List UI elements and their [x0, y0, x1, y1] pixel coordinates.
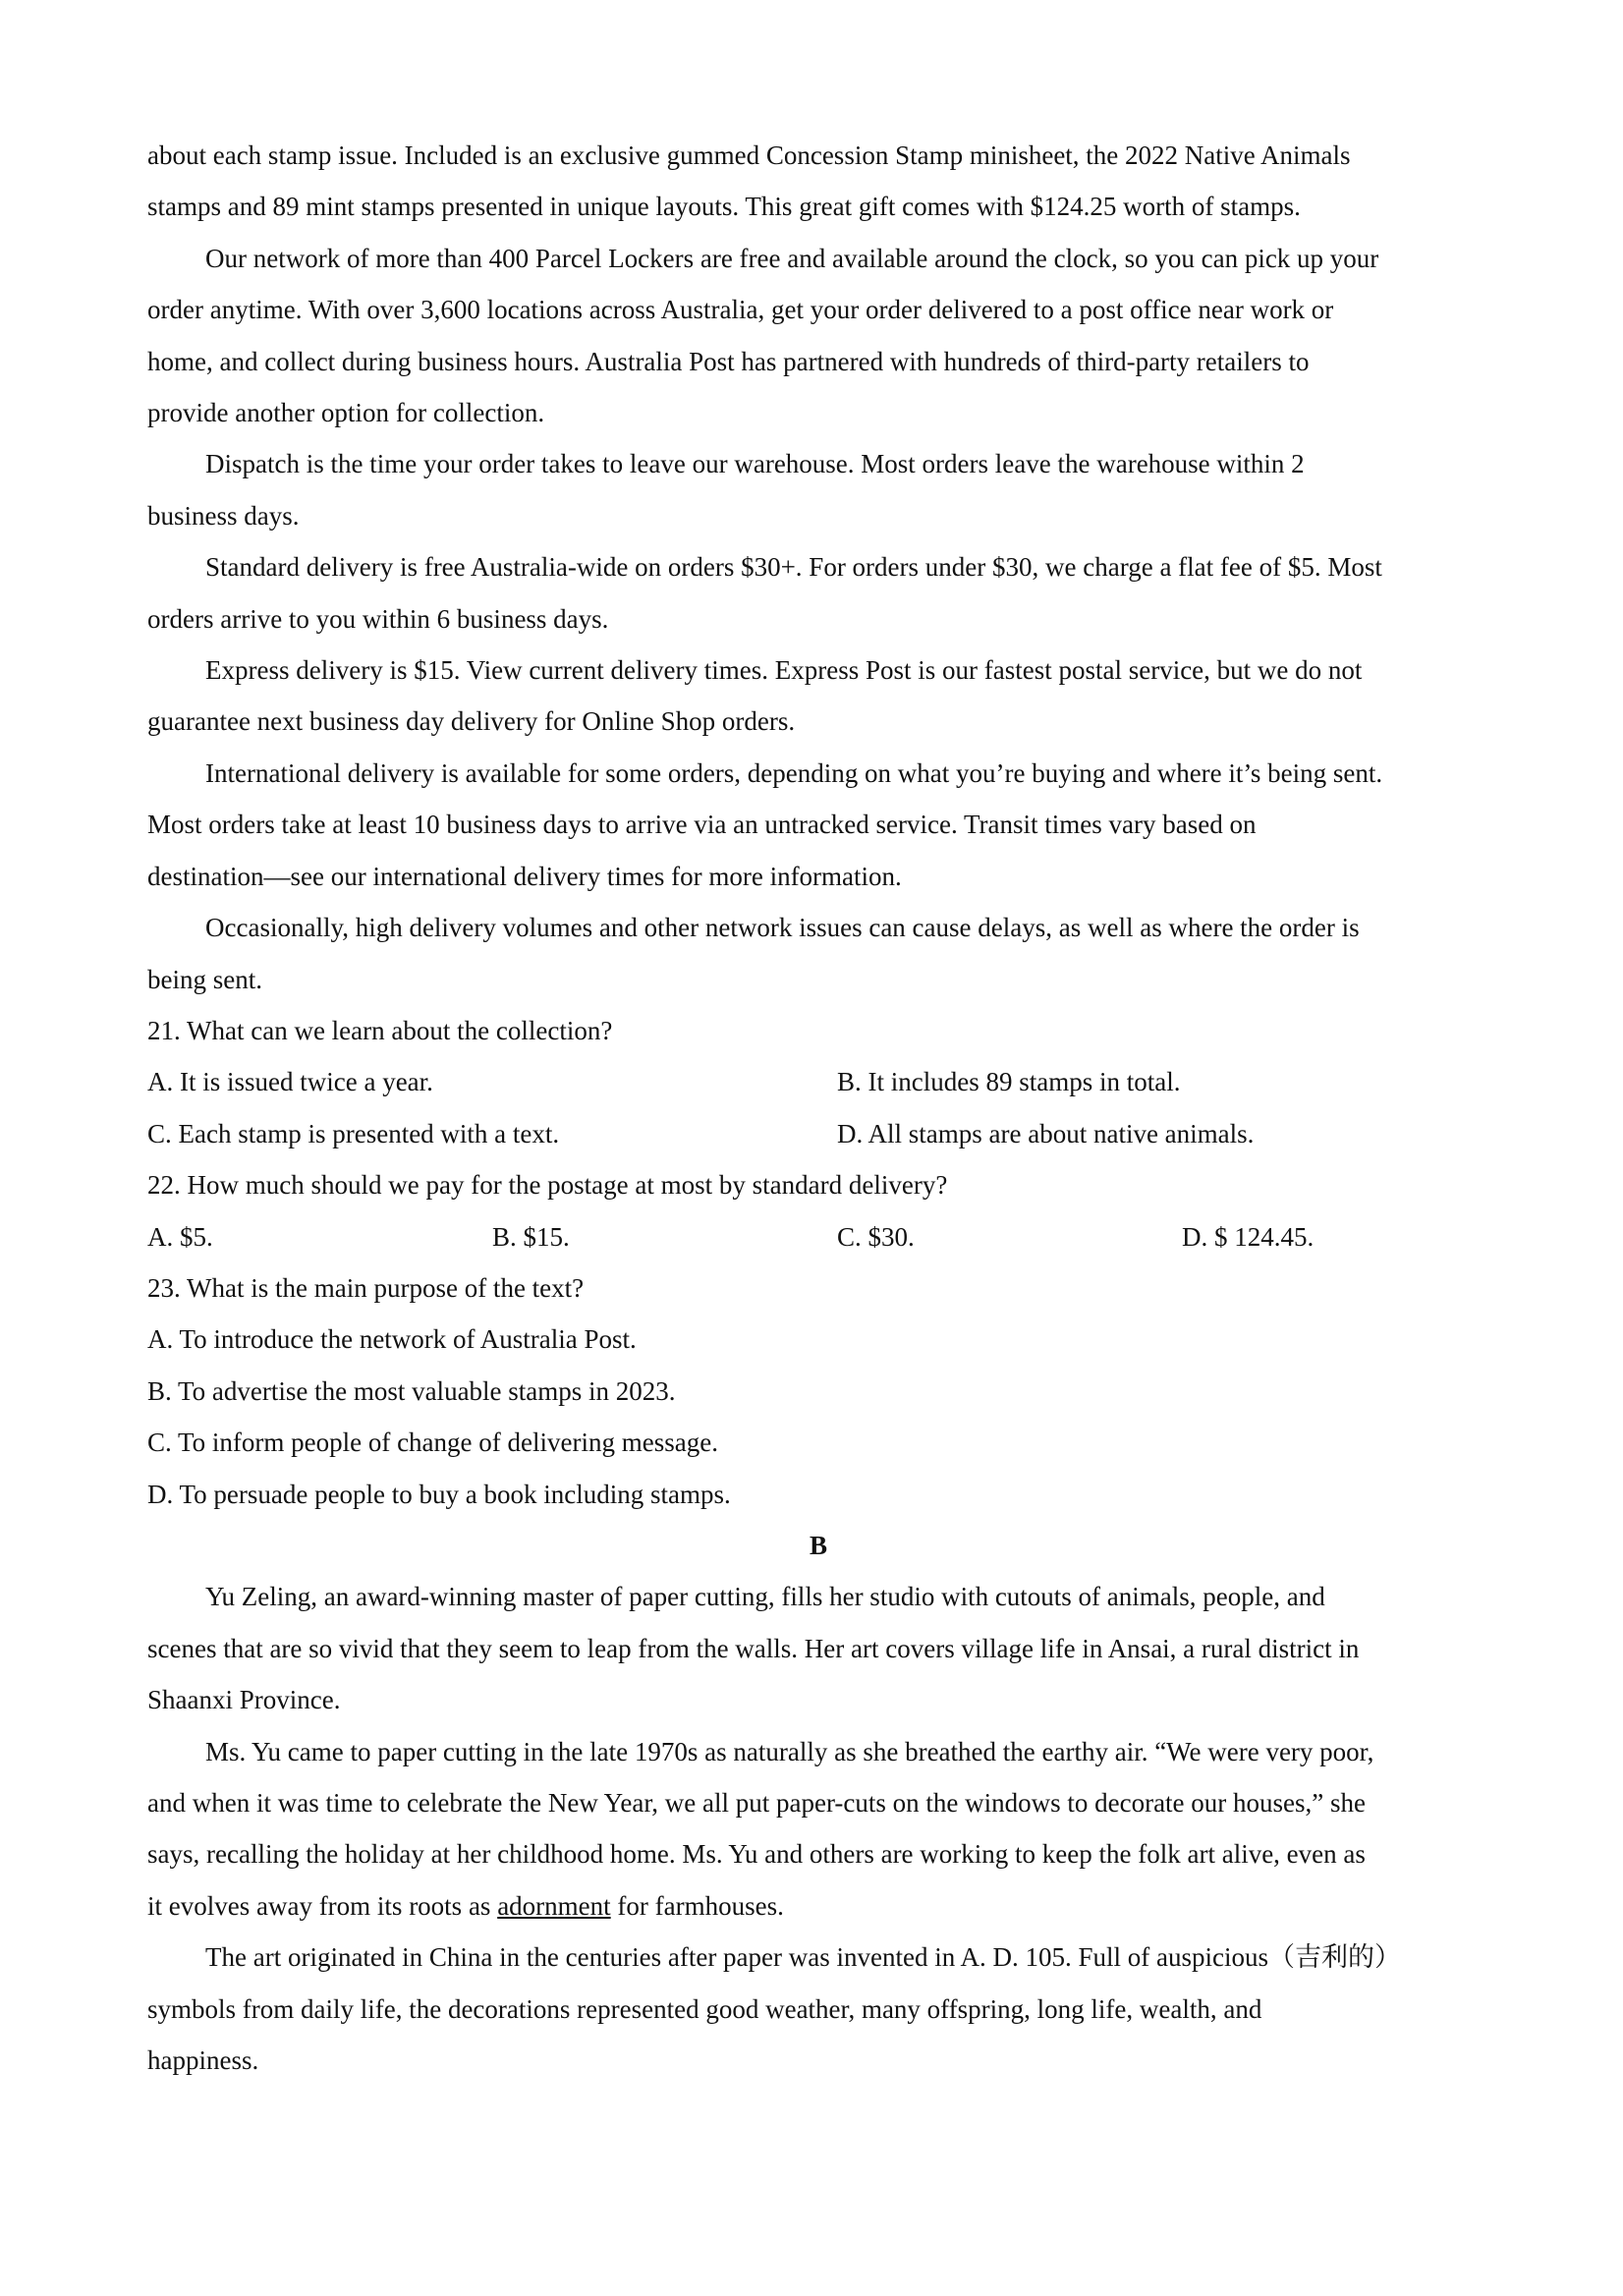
text-fragment: it evolves away from its roots as: [147, 1890, 498, 1921]
paragraph-stamp-collection: [147, 130, 1493, 233]
options-row: [147, 1108, 1493, 1159]
passage-a: [147, 130, 1493, 1005]
text-line: Our network of more than 400 Parcel Lockers are free and available around the clock, so you can pick up your: [205, 243, 1379, 273]
text-line: business days.: [147, 500, 300, 531]
option-d: D. All stamps are about native animals.: [837, 1118, 1255, 1148]
text-line: Standard delivery is free Australia-wide on orders $30+. For orders under $30, we charge a flat fee of $5. Most: [205, 552, 1382, 583]
option-a: A. To introduce the network of Australia Post.: [147, 1324, 637, 1355]
passage-b: [147, 1520, 1493, 2086]
underlined-word: adornment: [497, 1890, 611, 1921]
option-a: A. It is issued twice a year.: [147, 1067, 433, 1097]
paragraph-dispatch: [147, 438, 1493, 541]
text-line: Occasionally, high delivery volumes and other network issues can cause delays, as well as where the order is: [205, 913, 1360, 943]
text-line: symbols from daily life, the decorations represented good weather, many offspring, long life, wealth, and: [147, 1993, 1262, 2024]
option-d: D. $ 124.45.: [1182, 1221, 1315, 1252]
paragraph-art-origin: [147, 1932, 1493, 2086]
text-fragment: for farmhouses.: [610, 1890, 784, 1921]
text-line: about each stamp issue. Included is an exclusive gummed Concession Stamp minisheet, the 2022 Native Animals: [147, 140, 1351, 170]
option-b: B. To advertise the most valuable stamps in 2023.: [147, 1375, 676, 1406]
question-stem: 22. How much should we pay for the postage at most by standard delivery?: [147, 1170, 948, 1201]
exam-page: [147, 130, 1493, 2086]
paragraph-parcel-lockers: [147, 233, 1493, 439]
question-22: [147, 1159, 1493, 1262]
question-21: [147, 1005, 1493, 1159]
text-line: Dispatch is the time your order takes to leave our warehouse. Most orders leave the warehouse within 2: [205, 449, 1305, 479]
paragraph-international-delivery: [147, 748, 1493, 902]
text-line: The art originated in China in the centuries after paper was invented in A. D. 105. Full of auspicious（吉利的）: [205, 1942, 1401, 1973]
paragraph-express-delivery: [147, 644, 1493, 748]
text-line: Ms. Yu came to paper cutting in the late 1970s as naturally as she breathed the earthy air. “We were very poor,: [205, 1736, 1374, 1766]
text-line: destination—see our international delivery times for more information.: [147, 861, 902, 891]
option-b: B. It includes 89 stamps in total.: [837, 1067, 1181, 1097]
text-line: stamps and 89 mint stamps presented in unique layouts. This great gift comes with $124.25 worth of stamps.: [147, 192, 1301, 222]
text-line: Yu Zeling, an award-winning master of paper cutting, fills her studio with cutouts of animals, people, and: [205, 1582, 1325, 1612]
text-line: Most orders take at least 10 business days to arrive via an untracked service. Transit times vary based on: [147, 810, 1257, 840]
text-line: [147, 1891, 784, 1921]
text-line: and when it was time to celebrate the New Year, we all put paper-cuts on the windows to decorate our houses,” she: [147, 1787, 1367, 1818]
options-row: [147, 1056, 1493, 1107]
text-line: says, recalling the holiday at her childhood home. Ms. Yu and others are working to keep the folk art alive, even as: [147, 1839, 1366, 1870]
question-stem: 21. What can we learn about the collection?: [147, 1015, 613, 1045]
option-a: A. $5.: [147, 1221, 213, 1252]
option-d: D. To persuade people to buy a book including stamps.: [147, 1479, 731, 1509]
text-line: being sent.: [147, 964, 262, 994]
text-line: Shaanxi Province.: [147, 1685, 341, 1715]
text-line: provide another option for collection.: [147, 398, 545, 428]
question-stem: 23. What is the main purpose of the text?: [147, 1272, 585, 1303]
text-line: scenes that are so vivid that they seem to leap from the walls. Her art covers village life in Ansai, a rural district in: [147, 1633, 1360, 1663]
option-c: C. Each stamp is presented with a text.: [147, 1118, 560, 1148]
text-line: orders arrive to you within 6 business days.: [147, 603, 609, 634]
text-line: International delivery is available for some orders, depending on what you’re buying and where it’s being sent.: [205, 757, 1383, 788]
question-23: [147, 1262, 1493, 1520]
paragraph-delays: [147, 902, 1493, 1005]
paragraph-standard-delivery: [147, 541, 1493, 644]
options-row: [147, 1211, 1493, 1262]
section-heading: B: [809, 1530, 827, 1560]
text-line: home, and collect during business hours. Australia Post has partnered with hundreds of third-party retailers to: [147, 346, 1310, 376]
text-line: guarantee next business day delivery for Online Shop orders.: [147, 706, 796, 737]
option-c: C. $30.: [837, 1221, 915, 1252]
text-line: Express delivery is $15. View current delivery times. Express Post is our fastest postal service, but we do not: [205, 655, 1363, 686]
text-line: happiness.: [147, 2044, 259, 2075]
text-line: order anytime. With over 3,600 locations across Australia, get your order delivered to a post office near work or: [147, 295, 1334, 325]
paragraph-yu-zeling: [147, 1571, 1493, 1725]
option-c: C. To inform people of change of delivering message.: [147, 1428, 718, 1458]
option-b: B. $15.: [492, 1221, 570, 1252]
paragraph-ms-yu: [147, 1726, 1493, 1932]
